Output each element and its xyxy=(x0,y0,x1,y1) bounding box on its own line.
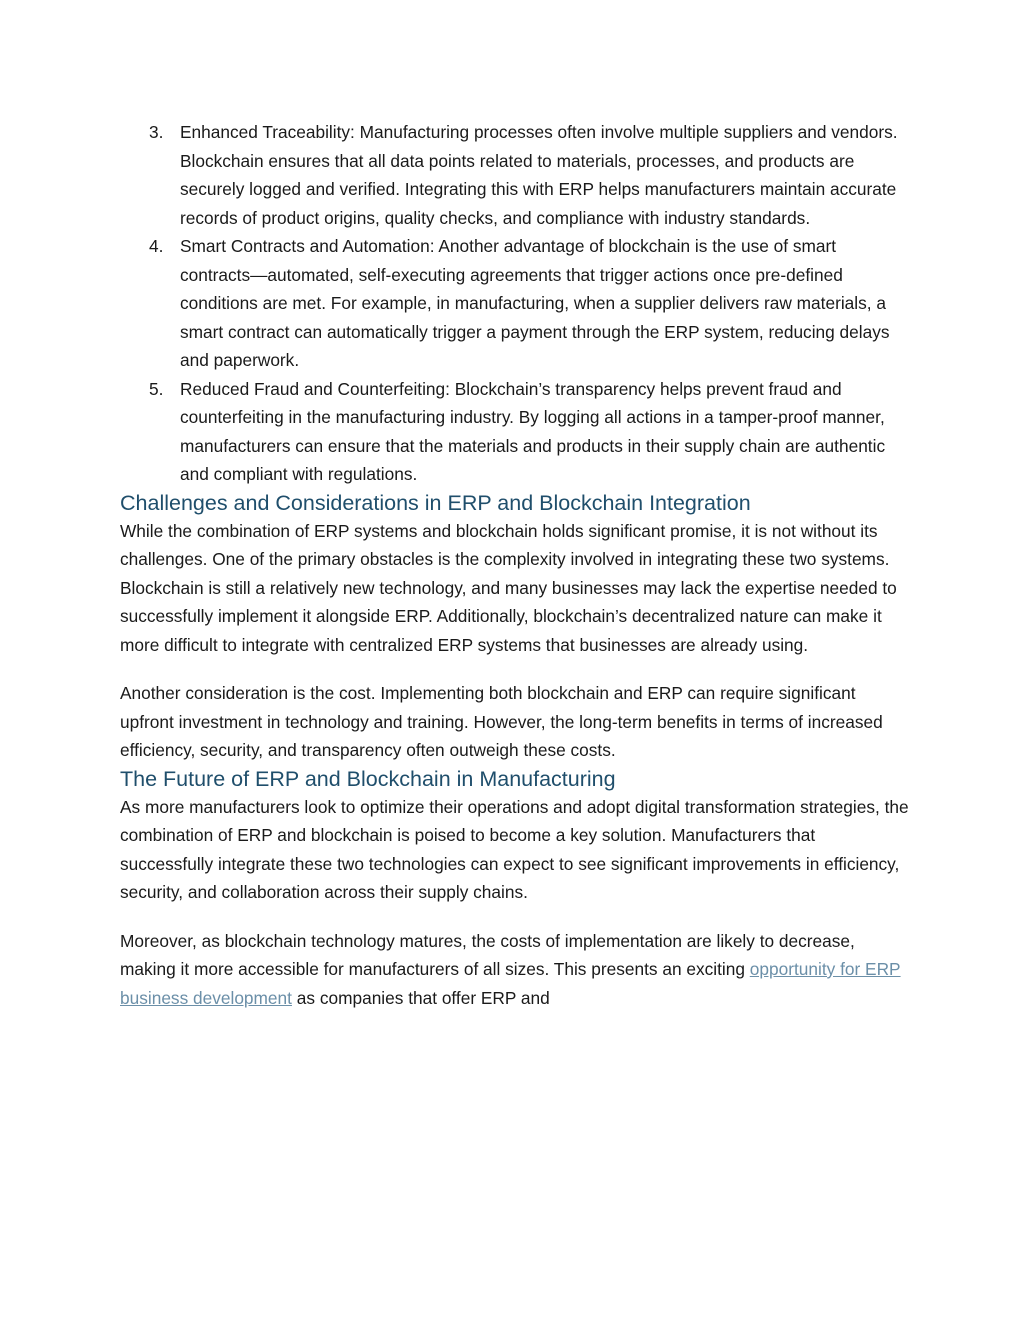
paragraph-text-after-link: as companies that offer ERP and xyxy=(291,987,550,1008)
list-item-text: Smart Contracts and Automation: Another advantage of blockchain is the use of smart contracts—automated, self-executing agreements that trigger actions once pre-defined conditions are met. For example, in manufacturing, when a supplier delivers raw materials, a smart contract can automatically trigger a payment through the ERP system, reducing delays and paperwork. xyxy=(180,236,890,370)
list-item-text: Enhanced Traceability: Manufacturing processes often involve multiple suppliers and vendors. Blockchain ensures that all data points related to materials, processes, and products are securely logged and verified. Integrating this with ERP helps manufacturers maintain accurate records of product origins, quality checks, and compliance with industry standards. xyxy=(180,122,898,228)
list-item xyxy=(120,118,910,232)
paragraph-with-link xyxy=(120,927,910,1013)
paragraph-text-before-link: Moreover, as blockchain technology matures, the costs of implementation are likely to decrease, making it more accessible for manufacturers of all sizes. This presents an exciting xyxy=(120,930,855,979)
list-marker: 3. xyxy=(149,122,164,142)
list-item-text: Reduced Fraud and Counterfeiting: Blockchain’s transparency helps prevent fraud and counterfeiting in the manufacturing industry. By logging all actions in a tamper-proof manner, manufacturers can ensure that the materials and products in their supply chain are authentic and compliant with regulations. xyxy=(180,378,886,484)
paragraph: As more manufacturers look to optimize their operations and adopt digital transformation strategies, the combination of ERP and blockchain is poised to become a key solution. Manufacturers that successfully integrate these two technologies can expect to see significant improvements in efficiency, security, and collaboration across their supply chains. xyxy=(120,796,909,902)
document-page xyxy=(120,118,910,1012)
section-heading-future: The Future of ERP and Blockchain in Manufacturing xyxy=(120,766,616,791)
paragraph: While the combination of ERP systems and blockchain holds significant promise, it is not without its challenges. One of the primary obstacles is the complexity involved in integrating these two systems. Blockchain is still a relatively new technology, and many businesses may lack the expertise needed to successfully implement it alongside ERP. Additionally, blockchain’s decentralized nature can make it more difficult to integrate with centralized ERP systems that businesses are already using. xyxy=(120,520,897,655)
erp-business-development-link[interactable]: opportunity for ERP business development xyxy=(120,959,901,1008)
list-item xyxy=(120,232,910,375)
list-marker: 4. xyxy=(149,236,164,256)
list-item xyxy=(120,375,910,489)
paragraph: Another consideration is the cost. Implementing both blockchain and ERP can require significant upfront investment in technology and training. However, the long-term benefits in terms of increased efficiency, security, and transparency often outweigh these costs. xyxy=(120,683,883,760)
numbered-list xyxy=(120,118,910,489)
section-heading-challenges: Challenges and Considerations in ERP and Blockchain Integration xyxy=(120,490,751,515)
list-marker: 5. xyxy=(149,378,164,399)
